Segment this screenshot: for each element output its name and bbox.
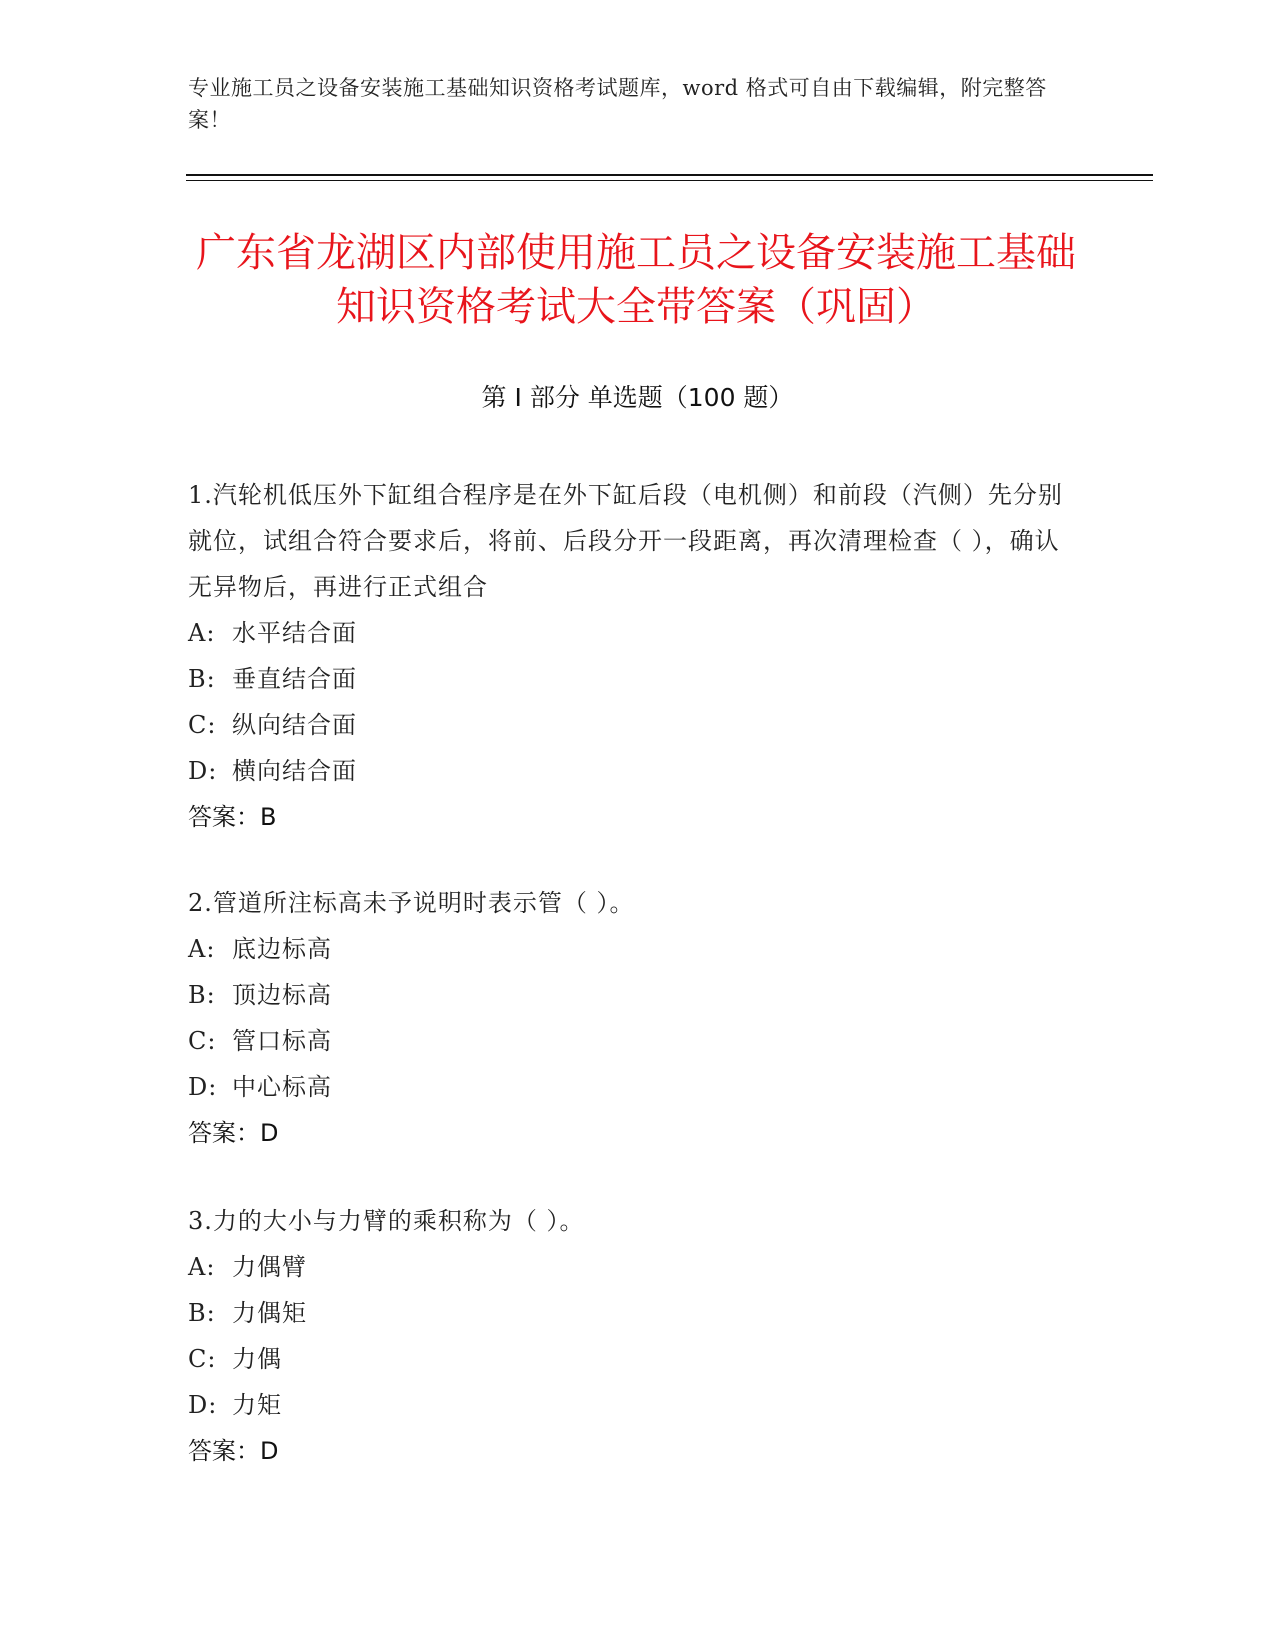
option-text: 力偶臂 [232, 1253, 307, 1281]
option-b [188, 972, 1068, 1018]
option-b [188, 1290, 1068, 1336]
option-letter: C: [188, 1345, 217, 1373]
question-item [188, 880, 1068, 1156]
question-stem: 1.汽轮机低压外下缸组合程序是在外下缸后段（电机侧）和前段（汽侧）先分别就位，试组合符合要求后，将前、后段分开一段距离，再次清理检查（ ），确认无异物后，再进行正式组合 [188, 481, 1063, 601]
option-text: 横向结合面 [232, 757, 357, 785]
option-a [188, 1244, 1068, 1290]
option-text: 力矩 [232, 1391, 282, 1419]
header-divider-thin [186, 180, 1153, 181]
option-letter: B: [188, 1299, 216, 1327]
section-heading: 第 I 部分 单选题（100 题） [481, 383, 794, 412]
option-letter: A: [188, 1253, 216, 1281]
option-c [188, 1018, 1068, 1064]
option-b [188, 656, 1068, 702]
option-letter: B: [188, 665, 216, 693]
option-a [188, 610, 1068, 656]
header-divider-thick [186, 174, 1153, 176]
option-d [188, 1064, 1068, 1110]
option-letter: A: [188, 619, 216, 647]
option-d [188, 748, 1068, 794]
option-d [188, 1382, 1068, 1428]
option-text: 中心标高 [232, 1073, 332, 1101]
answer-line: 答案：D [188, 1437, 279, 1465]
header-note: 专业施工员之设备安装施工基础知识资格考试题库，word 格式可自由下载编辑，附完整答案！ [188, 76, 1047, 132]
question-item [188, 1198, 1068, 1474]
option-text: 底边标高 [232, 935, 332, 963]
option-letter: D: [188, 1391, 218, 1419]
option-text: 管口标高 [232, 1027, 332, 1055]
option-text: 顶边标高 [232, 981, 332, 1009]
document-title: 广东省龙湖区内部使用施工员之设备安装施工基础知识资格考试大全带答案（巩固） [196, 230, 1076, 330]
option-text: 力偶 [232, 1345, 282, 1373]
option-a [188, 926, 1068, 972]
option-letter: A: [188, 935, 216, 963]
option-c [188, 702, 1068, 748]
option-letter: C: [188, 711, 217, 739]
option-text: 力偶矩 [232, 1299, 307, 1327]
question-stem: 3.力的大小与力臂的乘积称为（ ）。 [188, 1207, 585, 1235]
option-text: 水平结合面 [232, 619, 357, 647]
answer-line: 答案：B [188, 803, 277, 831]
option-text: 纵向结合面 [232, 711, 357, 739]
question-stem: 2.管道所注标高未予说明时表示管（ ）。 [188, 889, 635, 917]
answer-line: 答案：D [188, 1119, 279, 1147]
option-c [188, 1336, 1068, 1382]
option-letter: B: [188, 981, 216, 1009]
option-letter: D: [188, 757, 218, 785]
option-letter: D: [188, 1073, 218, 1101]
option-letter: C: [188, 1027, 217, 1055]
question-item [188, 472, 1068, 840]
option-text: 垂直结合面 [232, 665, 357, 693]
